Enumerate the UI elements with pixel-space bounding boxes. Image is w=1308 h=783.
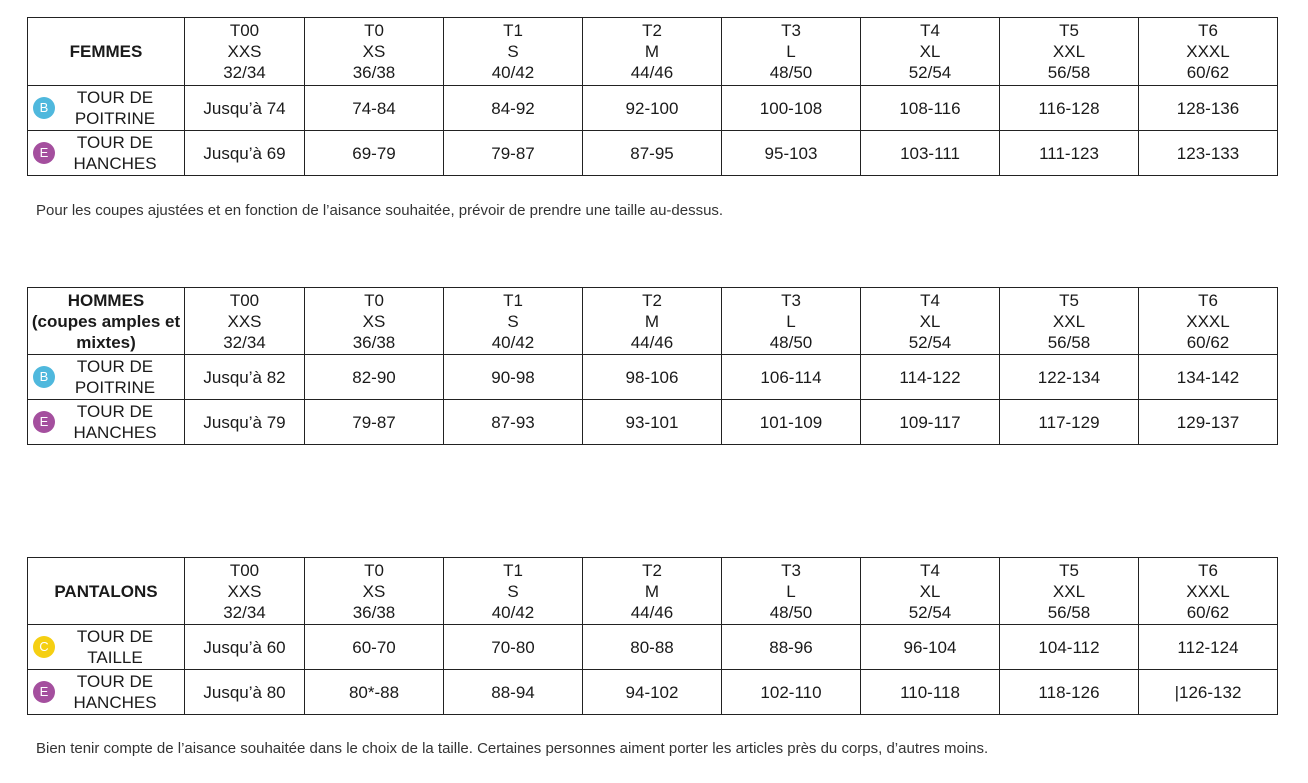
size-header-t3: T3 L 48/50 bbox=[722, 18, 861, 86]
table-header-row bbox=[28, 558, 1278, 625]
table-cell: 98-106 bbox=[583, 355, 722, 400]
table-row bbox=[28, 355, 1278, 400]
size-header-t2: T2 M 44/46 bbox=[583, 18, 722, 86]
size-header-t4: T4 XL 52/54 bbox=[861, 558, 1000, 625]
table-cell: 123-133 bbox=[1139, 131, 1278, 176]
table-title: HOMMES (coupes amples et mixtes) bbox=[28, 288, 185, 355]
table-title: FEMMES bbox=[28, 18, 185, 86]
table-cell: 109-117 bbox=[861, 400, 1000, 445]
table-cell: 88-94 bbox=[444, 670, 583, 715]
bottom-note: Bien tenir compte de l’aisance souhaitée dans le choix de la taille. Certaines personnes aiment porter les articles près du corps, d’autres moins. bbox=[36, 740, 989, 757]
size-header-t3: T3 L 48/50 bbox=[722, 288, 861, 355]
table-cell: Jusqu’à 74 bbox=[185, 86, 305, 131]
table-cell: 118-126 bbox=[1000, 670, 1139, 715]
measure-label-cell bbox=[28, 131, 185, 176]
table-cell: 95-103 bbox=[722, 131, 861, 176]
table-cell: Jusqu’à 60 bbox=[185, 625, 305, 670]
size-header-t6: T6 XXXL 60/62 bbox=[1139, 18, 1278, 86]
measure-label-line: TOUR DE bbox=[76, 402, 154, 421]
table-cell: 106-114 bbox=[722, 355, 861, 400]
e-badge-icon: E bbox=[33, 142, 55, 164]
table-title: PANTALONS bbox=[28, 558, 185, 625]
table-cell: 87-93 bbox=[444, 400, 583, 445]
table-cell: 93-101 bbox=[583, 400, 722, 445]
table-row bbox=[28, 670, 1278, 715]
size-header-t0: T0 XS 36/38 bbox=[305, 558, 444, 625]
size-header-t00: T00 XXS 32/34 bbox=[185, 558, 305, 625]
measure-label-line: HANCHES bbox=[73, 154, 157, 173]
table-cell: 84-92 bbox=[444, 86, 583, 131]
table-row bbox=[28, 625, 1278, 670]
table-cell: 110-118 bbox=[861, 670, 1000, 715]
table-cell: 129-137 bbox=[1139, 400, 1278, 445]
table-cell: 117-129 bbox=[1000, 400, 1139, 445]
trousers-size-table bbox=[27, 557, 1278, 715]
e-badge-icon: E bbox=[33, 411, 55, 433]
table-row bbox=[28, 400, 1278, 445]
table-cell: 108-116 bbox=[861, 86, 1000, 131]
table-cell: 80*-88 bbox=[305, 670, 444, 715]
measure-label-line: TOUR DE bbox=[76, 627, 154, 646]
table-cell: 128-136 bbox=[1139, 86, 1278, 131]
table-cell: 111-123 bbox=[1000, 131, 1139, 176]
table-cell: 87-95 bbox=[583, 131, 722, 176]
size-header-t1: T1 S 40/42 bbox=[444, 288, 583, 355]
measure-label-line: HANCHES bbox=[73, 423, 157, 442]
table-cell: 80-88 bbox=[583, 625, 722, 670]
table-cell: 94-102 bbox=[583, 670, 722, 715]
table-cell: Jusqu’à 79 bbox=[185, 400, 305, 445]
table-cell: 82-90 bbox=[305, 355, 444, 400]
size-header-t2: T2 M 44/46 bbox=[583, 288, 722, 355]
measure-label-line: TOUR DE bbox=[76, 88, 154, 107]
table-cell: Jusqu’à 80 bbox=[185, 670, 305, 715]
measure-label-line: POITRINE bbox=[74, 378, 156, 397]
table-cell: 114-122 bbox=[861, 355, 1000, 400]
table-cell: 100-108 bbox=[722, 86, 861, 131]
table-cell: 79-87 bbox=[305, 400, 444, 445]
table-cell: 96-104 bbox=[861, 625, 1000, 670]
size-header-t1: T1 S 40/42 bbox=[444, 18, 583, 86]
b-badge-icon: B bbox=[33, 366, 55, 388]
table-cell: 122-134 bbox=[1000, 355, 1139, 400]
size-header-t0: T0 XS 36/38 bbox=[305, 288, 444, 355]
table-cell: 101-109 bbox=[722, 400, 861, 445]
table-cell: 79-87 bbox=[444, 131, 583, 176]
table-cell: 102-110 bbox=[722, 670, 861, 715]
size-header-t00: T00 XXS 32/34 bbox=[185, 18, 305, 86]
size-header-t5: T5 XXL 56/58 bbox=[1000, 288, 1139, 355]
measure-label-line: HANCHES bbox=[73, 693, 157, 712]
table-cell: Jusqu’à 82 bbox=[185, 355, 305, 400]
size-header-t5: T5 XXL 56/58 bbox=[1000, 18, 1139, 86]
size-header-t5: T5 XXL 56/58 bbox=[1000, 558, 1139, 625]
table-cell: 60-70 bbox=[305, 625, 444, 670]
measure-label-cell bbox=[28, 355, 185, 400]
table-cell: 134-142 bbox=[1139, 355, 1278, 400]
size-header-t4: T4 XL 52/54 bbox=[861, 288, 1000, 355]
measure-label-cell bbox=[28, 86, 185, 131]
measure-label-line: TOUR DE bbox=[76, 357, 154, 376]
size-header-t00: T00 XXS 32/34 bbox=[185, 288, 305, 355]
measure-label-cell bbox=[28, 670, 185, 715]
b-badge-icon: B bbox=[33, 97, 55, 119]
table-cell: 88-96 bbox=[722, 625, 861, 670]
size-header-t3: T3 L 48/50 bbox=[722, 558, 861, 625]
measure-label-cell bbox=[28, 400, 185, 445]
table-row bbox=[28, 86, 1278, 131]
size-header-t1: T1 S 40/42 bbox=[444, 558, 583, 625]
table-cell: 92-100 bbox=[583, 86, 722, 131]
c-badge-icon: C bbox=[33, 636, 55, 658]
measure-label-line: POITRINE bbox=[74, 109, 156, 128]
table-cell: 116-128 bbox=[1000, 86, 1139, 131]
size-header-t0: T0 XS 36/38 bbox=[305, 18, 444, 86]
measure-label-cell bbox=[28, 625, 185, 670]
size-header-t6: T6 XXXL 60/62 bbox=[1139, 288, 1278, 355]
size-header-t4: T4 XL 52/54 bbox=[861, 18, 1000, 86]
size-header-t2: T2 M 44/46 bbox=[583, 558, 722, 625]
table-cell: 69-79 bbox=[305, 131, 444, 176]
table-cell: |126-132 bbox=[1139, 670, 1278, 715]
table-cell: 74-84 bbox=[305, 86, 444, 131]
table-cell: 103-111 bbox=[861, 131, 1000, 176]
size-header-t6: T6 XXXL 60/62 bbox=[1139, 558, 1278, 625]
measure-label-line: TOUR DE bbox=[76, 133, 154, 152]
table-header-row bbox=[28, 18, 1278, 86]
table-row bbox=[28, 131, 1278, 176]
table-cell: 90-98 bbox=[444, 355, 583, 400]
table-cell: 70-80 bbox=[444, 625, 583, 670]
measure-label-line: TOUR DE bbox=[76, 672, 154, 691]
table-cell: 104-112 bbox=[1000, 625, 1139, 670]
e-badge-icon: E bbox=[33, 681, 55, 703]
table-cell: 112-124 bbox=[1139, 625, 1278, 670]
women-size-table bbox=[27, 17, 1278, 176]
women-fit-note: Pour les coupes ajustées et en fonction de l’aisance souhaitée, prévoir de prendre une taille au-dessus. bbox=[36, 202, 724, 219]
men-size-table bbox=[27, 287, 1278, 445]
measure-label-line: TAILLE bbox=[87, 648, 143, 667]
table-header-row bbox=[28, 288, 1278, 355]
table-cell: Jusqu’à 69 bbox=[185, 131, 305, 176]
